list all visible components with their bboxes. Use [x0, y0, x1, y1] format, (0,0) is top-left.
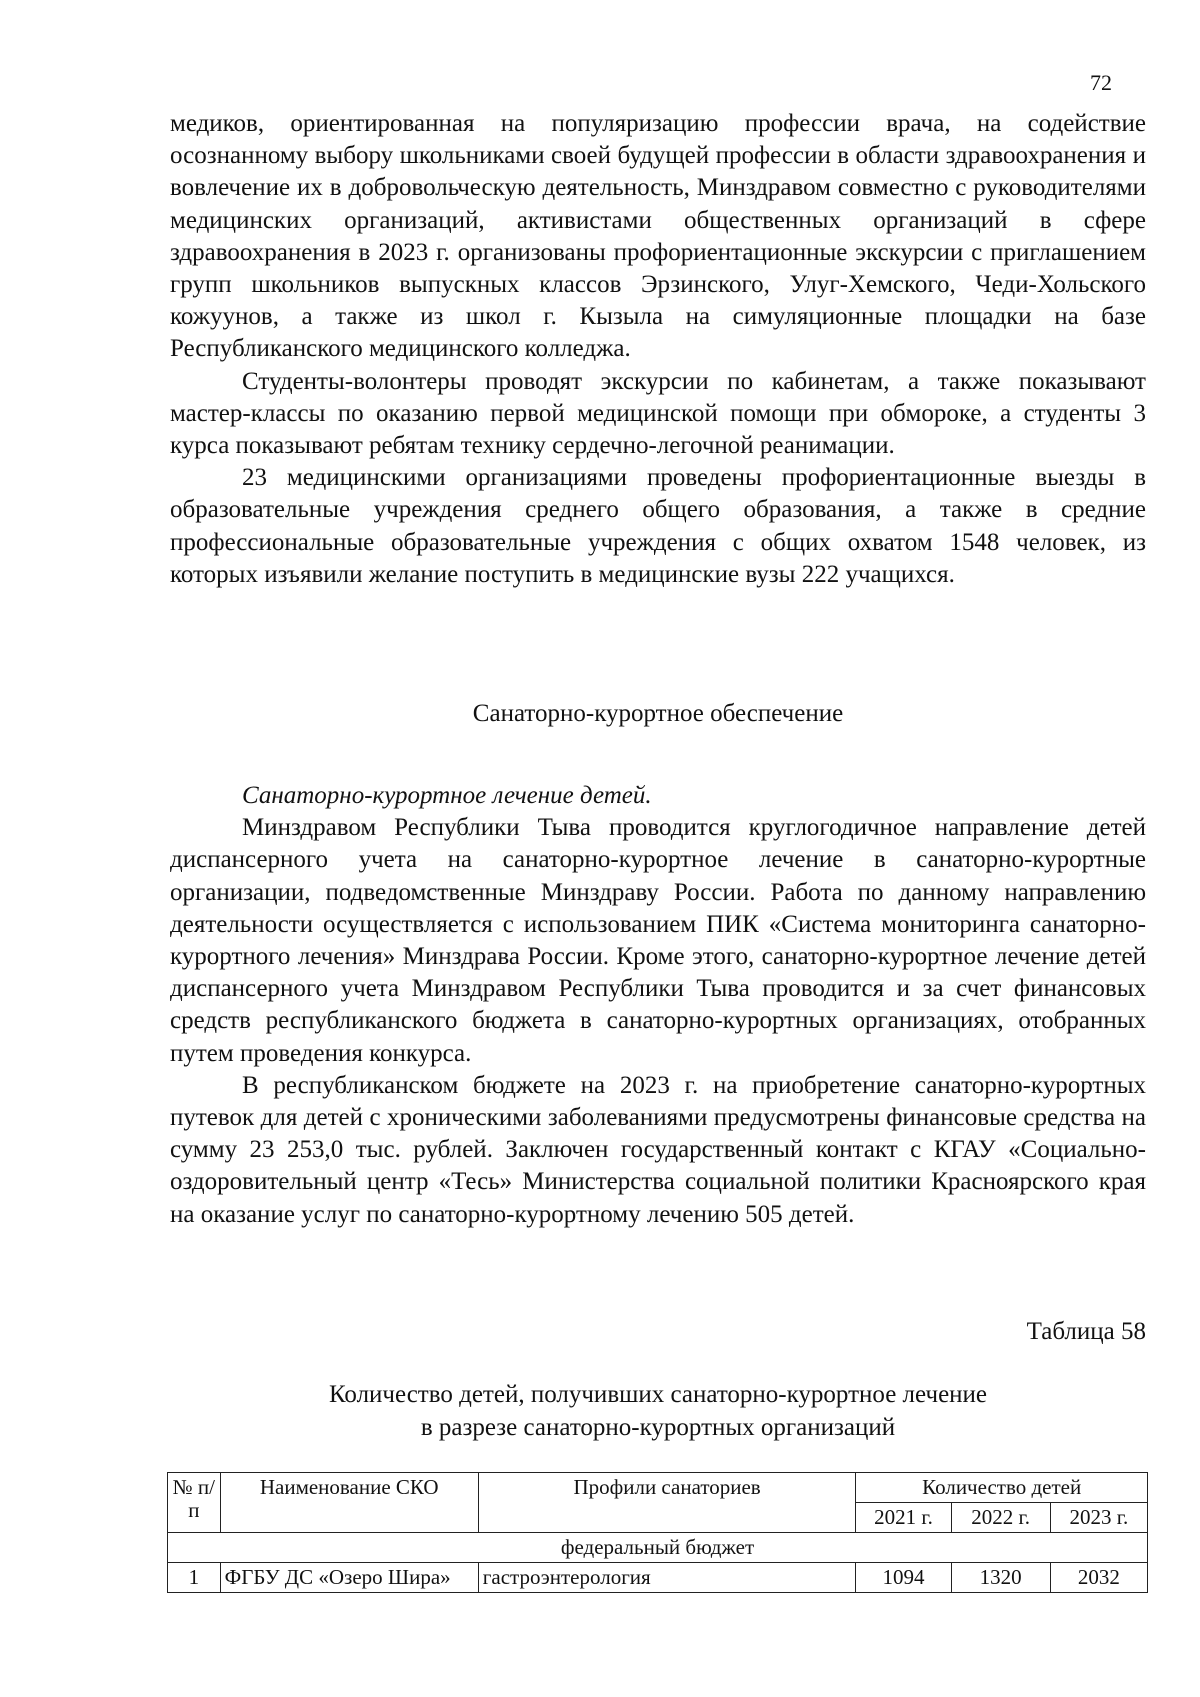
table-header-row	[168, 1473, 1148, 1503]
subheading: Санаторно-курортное лечение детей.	[242, 782, 652, 809]
table-group-row	[168, 1533, 1148, 1563]
cell-2022: 1320	[951, 1563, 1050, 1593]
paragraph: Студенты-волонтеры проводят экскурсии по кабинетам, а также показывают мастер-классы по оказанию первой медицинской помощи при обмороке, а студенты 3 курса показывают ребятам технику сердечно-легочной реанимации.	[170, 367, 1146, 460]
header-profile: Профили санаториев	[478, 1473, 856, 1533]
header-year: 2023 г.	[1050, 1503, 1147, 1533]
data-table	[167, 1472, 1148, 1593]
header-num: № п/п	[168, 1473, 221, 1533]
cell-profile: гастроэнтерология	[478, 1563, 856, 1593]
paragraph: медиков, ориентированная на популяризацию профессии врача, на содействие осознанному выбору школьниками своей будущей профессии в области здравоохранения и вовлечение их в добровольческую деятельность, Минздравом совместно с руководителями медицинских организаций, активистами общественных организаций в сфере здравоохранения в 2023 г. организованы профориентационные экскурсии с приглашением групп школьников выпускных классов Эрзинского, Улуг-Хемского, Чеди-Хольского кожуунов, а также из школ г. Кызыла на симуляционные площадки на базе Республиканского медицинского колледжа.	[170, 110, 1146, 363]
section-title: Санаторно-курортное обеспечение	[472, 700, 844, 727]
table-title-line: в разрезе санаторно-курортных организаций	[420, 1414, 896, 1441]
table-label: Таблица 58	[1026, 1318, 1146, 1345]
body-text-top	[170, 108, 1146, 591]
header-count: Количество детей	[856, 1473, 1148, 1503]
cell-2023: 2032	[1050, 1563, 1147, 1593]
cell-num: 1	[168, 1563, 221, 1593]
paragraph: 23 медицинскими организациями проведены профориентационные выезды в образовательные учреждения среднего общего образования, а также в средние профессиональные образовательные учреждения с общих охватом 1548 человек, из которых изъявили желание поступить в медицинские вузы 222 учащихся.	[170, 464, 1146, 588]
paragraph: В республиканском бюджете на 2023 г. на приобретение санаторно-курортных путевок для детей с хроническими заболеваниями предусмотрены финансовые средства на сумму 23 253,0 тыс. рублей. Заключен государственный контакт с КГАУ «Социально-оздоровительный центр «Тесь» Министерства социальной политики Красноярского края на оказание услуг по санаторно-курортному лечению 505 детей.	[170, 1071, 1146, 1228]
body-text-bottom	[170, 780, 1146, 1231]
group-label: федеральный бюджет	[168, 1533, 1148, 1563]
header-year: 2022 г.	[951, 1503, 1050, 1533]
table-title-line: Количество детей, получивших санаторно-курортное лечение	[328, 1381, 988, 1408]
paragraph: Минздравом Республики Тыва проводится круглогодичное направление детей диспансерного учета на санаторно-курортное лечение в санаторно-курортные организации, подведомственные Минздраву России. Работа по данному направлению деятельности осуществляется с использованием ПИК «Система мониторинга санаторно-курортного лечения» Минздрава России. Кроме этого, санаторно-курортное лечение детей диспансерного учета Минздравом Республики Тыва проводится и за счет финансовых средств республиканского бюджета в санаторно-курортных организациях, отобранных путем проведения конкурса.	[170, 814, 1146, 1067]
header-year: 2021 г.	[856, 1503, 951, 1533]
table-row	[168, 1563, 1148, 1593]
cell-2021: 1094	[856, 1563, 951, 1593]
header-name: Наименование СКО	[220, 1473, 478, 1533]
table-title	[170, 1378, 1146, 1444]
page-number: 72	[1090, 70, 1112, 95]
cell-name: ФГБУ ДС «Озеро Шира»	[220, 1563, 478, 1593]
